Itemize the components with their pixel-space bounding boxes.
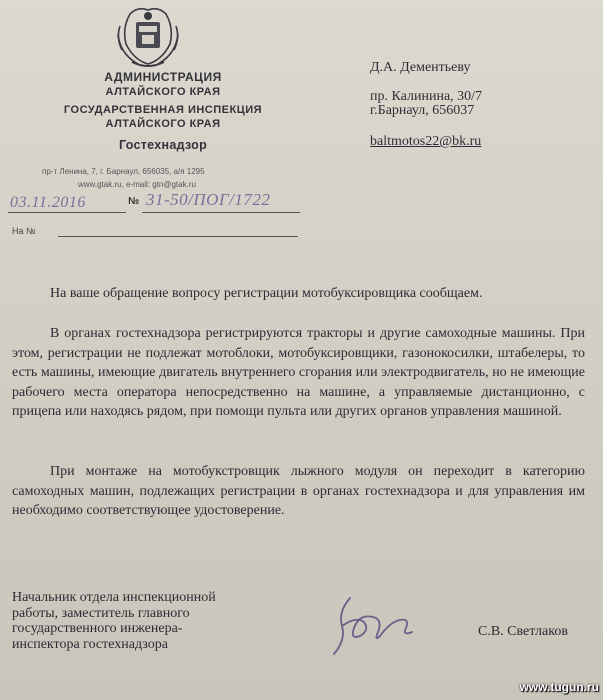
body-paragraph: В органах гостехнадзора регистрируются тракторы и другие самоходные машины. При этом, регистрации не подлежат мотоблоки, мотобуксировщики, газонокосилки, штабелеры, то есть машины, имеющие двигатель внутреннего сгорания или электродвигатель, но не имеющие рабочего места оператора непосредственно на машине, а управляемые дистанционно, с прицепа или находясь рядом, при помощи пульта или других органов управления машиной. (12, 326, 585, 420)
signer-title-line: работы, заместитель главного (12, 605, 190, 621)
signer-title-line: государственного инженера- (12, 621, 183, 636)
recipient-email: baltmotos22@bk.ru (370, 134, 482, 149)
recipient-name: Д.А. Дементьеву (370, 60, 471, 75)
recipient-city: г.Барнаул, 656037 (370, 103, 475, 118)
reference-label: На № (12, 226, 36, 236)
watermark: www.tugun.ru (519, 680, 599, 694)
org-name-line3: ГОСУДАРСТВЕННАЯ ИНСПЕКЦИЯ (63, 104, 263, 116)
coat-of-arms-icon (112, 4, 184, 68)
reference-underline (58, 236, 298, 237)
org-contacts: www.gtak.ru, e-mail: gtn@gtak.ru (78, 180, 196, 189)
number-underline (142, 212, 300, 213)
registration-date: 03.11.2016 (10, 194, 86, 211)
date-underline (8, 212, 126, 213)
registration-number: 31-50/ПОГ/1722 (146, 190, 271, 209)
org-name-line5: Гостехнадзор (118, 138, 208, 152)
recipient-street: пр. Калинина, 30/7 (370, 89, 483, 104)
org-name-line2: АЛТАЙСКОГО КРАЯ (105, 86, 221, 98)
signer-name: С.В. Светлаков (478, 624, 568, 639)
org-name-line1: АДМИНИСТРАЦИЯ (104, 70, 222, 84)
handwritten-signature-icon (320, 592, 420, 662)
number-sign: № (128, 196, 140, 207)
body-paragraph: При монтаже на мотобукстровщик лыжного модуля он переходит в категорию самоходных машин, подлежащих регистрации в органах гостехнадзора и для управления им необходимо соответствующее удостоверение. (12, 464, 585, 519)
body-paragraph: На ваше обращение вопросу регистрации мотобуксировщика сообщаем. (50, 286, 483, 301)
signer-title-line: инспектора гостехнадзора (12, 636, 168, 652)
org-address: пр-т Ленина, 7, г. Барнаул, 656035, а/я 1295 (42, 167, 205, 176)
signer-title (12, 590, 252, 652)
org-name-line4: АЛТАЙСКОГО КРАЯ (105, 118, 221, 130)
signer-title-line: Начальник отдела инспекционной (12, 590, 216, 605)
